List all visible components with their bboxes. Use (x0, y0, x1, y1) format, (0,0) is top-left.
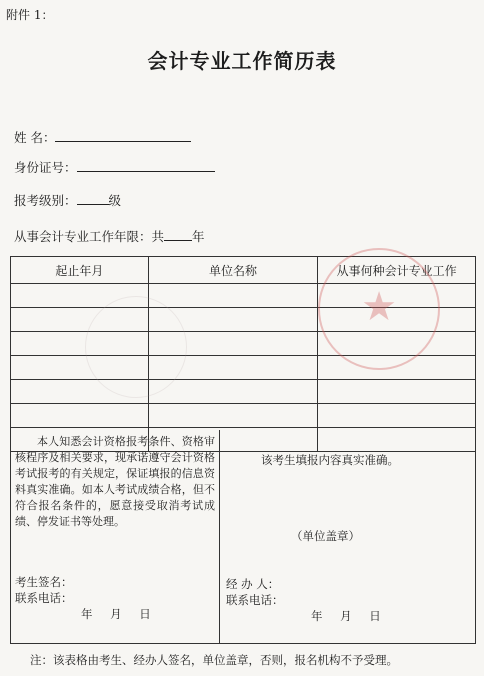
candidate-date: 年 月 日 (81, 607, 151, 621)
level-label: 报考级别： (14, 193, 77, 208)
verification-statement: 该考生填报内容真实准确。 (261, 453, 399, 467)
candidate-signature-block (15, 574, 73, 606)
table-cell[interactable] (318, 356, 476, 380)
table-cell[interactable] (11, 404, 149, 428)
table-cell[interactable] (11, 380, 149, 404)
level-field (14, 191, 121, 209)
table-row (11, 332, 476, 356)
star-icon: ★ (361, 284, 397, 330)
level-suffix: 级 (108, 193, 122, 208)
id-field (14, 158, 215, 176)
name-label: 姓 名： (14, 130, 56, 145)
footer-note: 注：该表格由考生、经办人签名，单位盖章，否则，报名机构不予受理。 (30, 653, 398, 667)
table-cell[interactable] (11, 356, 149, 380)
level-input-line[interactable] (77, 192, 109, 205)
handler-label[interactable]: 经 办 人： (226, 577, 280, 591)
table-cell[interactable] (148, 284, 318, 308)
table-cell[interactable] (148, 308, 318, 332)
years-field (14, 227, 205, 245)
declaration-section (10, 430, 476, 644)
form-title: 会计专业工作简历表 (147, 49, 337, 73)
table-cell[interactable] (318, 380, 476, 404)
section-divider (219, 430, 220, 643)
candidate-declaration: 本人知悉会计资格报考条件、资格审核程序及相关要求，现承诺遵守会计资格考试报考的有关规定，保证填报的信息资料真实准确。如本人考试成绩合格，但不符合报名条件的，愿意接受取消考试成绩、停发证书等处理。 (15, 435, 215, 528)
table-cell[interactable] (318, 332, 476, 356)
id-input-line[interactable] (77, 159, 215, 172)
table-cell[interactable] (148, 404, 318, 428)
table-cell[interactable] (148, 380, 318, 404)
table-row (11, 356, 476, 380)
header-period: 起止年月 (11, 257, 149, 284)
handler-block (226, 576, 284, 608)
table-cell[interactable] (148, 332, 318, 356)
years-suffix: 年 (192, 229, 205, 244)
candidate-signature-label[interactable]: 考生签名： (15, 575, 73, 589)
table-header-row (11, 257, 476, 284)
table-cell[interactable] (148, 356, 318, 380)
id-label: 身份证号： (14, 160, 77, 175)
header-employer: 单位名称 (148, 257, 318, 284)
table-cell[interactable] (318, 308, 476, 332)
candidate-phone-label[interactable]: 联系电话： (15, 591, 73, 605)
unit-seal-label: （单位盖章） (291, 529, 360, 543)
years-label: 从事会计专业工作年限：共 (14, 229, 165, 244)
table-row (11, 308, 476, 332)
header-work-type: 从事何种会计专业工作 (318, 257, 476, 284)
name-input-line[interactable] (55, 129, 191, 142)
years-input-line[interactable] (164, 228, 192, 241)
table-row (11, 404, 476, 428)
handler-date: 年 月 日 (311, 609, 381, 623)
table-row (11, 284, 476, 308)
attachment-label: 附件 1： (6, 8, 54, 22)
table-row (11, 380, 476, 404)
table-cell[interactable] (318, 284, 476, 308)
handler-phone-label[interactable]: 联系电话： (226, 593, 284, 607)
work-history-table (10, 256, 476, 452)
table-cell[interactable] (11, 308, 149, 332)
table-cell[interactable] (11, 332, 149, 356)
table-cell[interactable] (11, 284, 149, 308)
table-cell[interactable] (318, 404, 476, 428)
name-field (14, 128, 191, 146)
